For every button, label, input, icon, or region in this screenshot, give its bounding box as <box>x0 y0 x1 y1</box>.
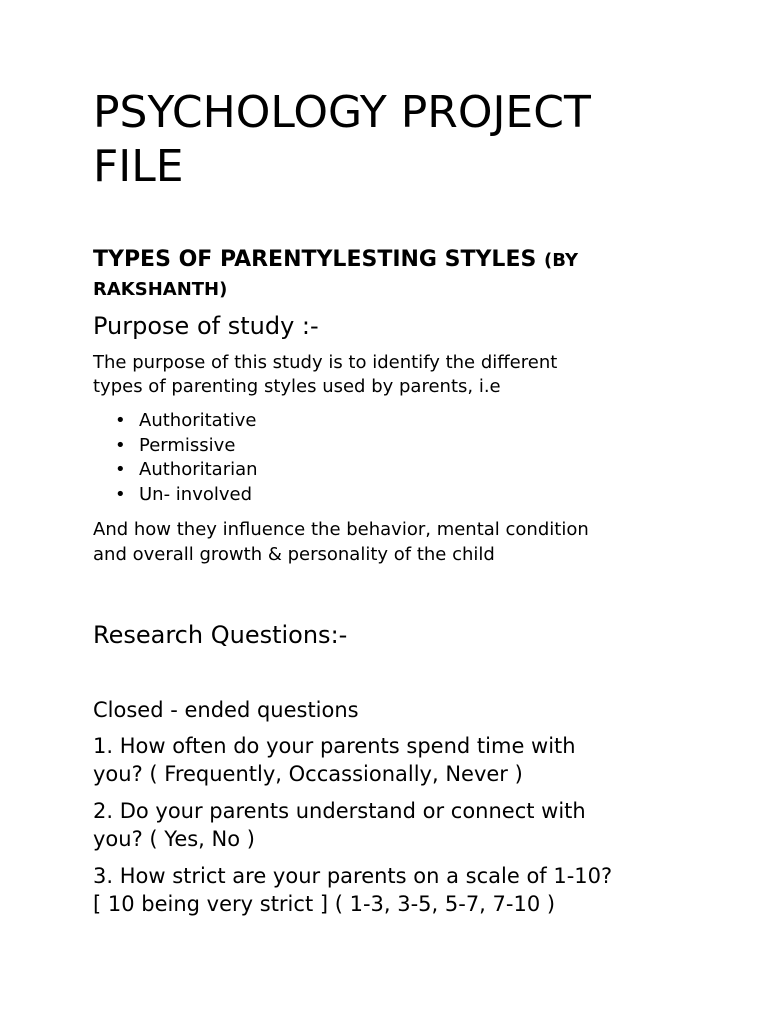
list-item-label: Un- involved <box>139 483 253 505</box>
purpose-heading: Purpose of study :- <box>93 312 319 340</box>
heading-main: TYPES OF PARENTYLESTING STYLES <box>93 247 537 272</box>
influence-paragraph <box>93 517 693 567</box>
influence-line-2: and overall growth & personality of the child <box>93 544 495 565</box>
list-item <box>93 483 258 508</box>
question-1-line-2: you? ( Frequently, Occassionally, Never ) <box>93 761 523 786</box>
heading-author-prefix: (BY <box>544 250 578 271</box>
question-1 <box>93 733 693 788</box>
question-2-line-1: 2. Do your parents understand or connect with <box>93 799 586 823</box>
list-item-label: Permissive <box>139 434 236 456</box>
influence-line-1: And how they influence the behavior, mental condition <box>93 519 589 540</box>
question-2-line-2: you? ( Yes, No ) <box>93 826 255 851</box>
question-2 <box>93 798 693 853</box>
list-item <box>93 409 258 434</box>
heading-author-name: RAKSHANTH) <box>93 279 228 300</box>
bullet-icon: • <box>115 459 126 480</box>
bullet-icon: • <box>115 483 126 505</box>
research-heading: Research Questions:- <box>93 621 348 649</box>
list-item-label: Authoritarian <box>139 459 258 480</box>
document-title <box>93 86 693 194</box>
bullet-icon: • <box>115 434 126 456</box>
closed-questions-label: Closed - ended questions <box>93 698 359 722</box>
question-3-line-2: [ 10 being very strict ] ( 1-3, 3-5, 5-7, 7-10 ) <box>93 891 556 916</box>
list-item-label: Authoritative <box>139 410 257 431</box>
question-3-line-1: 3. How strict are your parents on a scale of 1-10? <box>93 864 613 888</box>
question-3 <box>93 863 693 918</box>
title-line-2: FILE <box>93 141 184 192</box>
parenting-styles-list <box>93 409 258 507</box>
list-item <box>93 434 258 459</box>
purpose-paragraph <box>93 351 693 399</box>
question-1-line-1: 1. How often do your parents spend time with <box>93 734 576 758</box>
bullet-icon: • <box>115 410 126 431</box>
title-line-1: PSYCHOLOGY PROJECT <box>93 87 591 138</box>
list-item <box>93 458 258 483</box>
purpose-line-1: The purpose of this study is to identify the different <box>93 352 558 373</box>
section-heading <box>93 246 693 304</box>
purpose-line-2: types of parenting styles used by parents, i.e <box>93 376 501 397</box>
